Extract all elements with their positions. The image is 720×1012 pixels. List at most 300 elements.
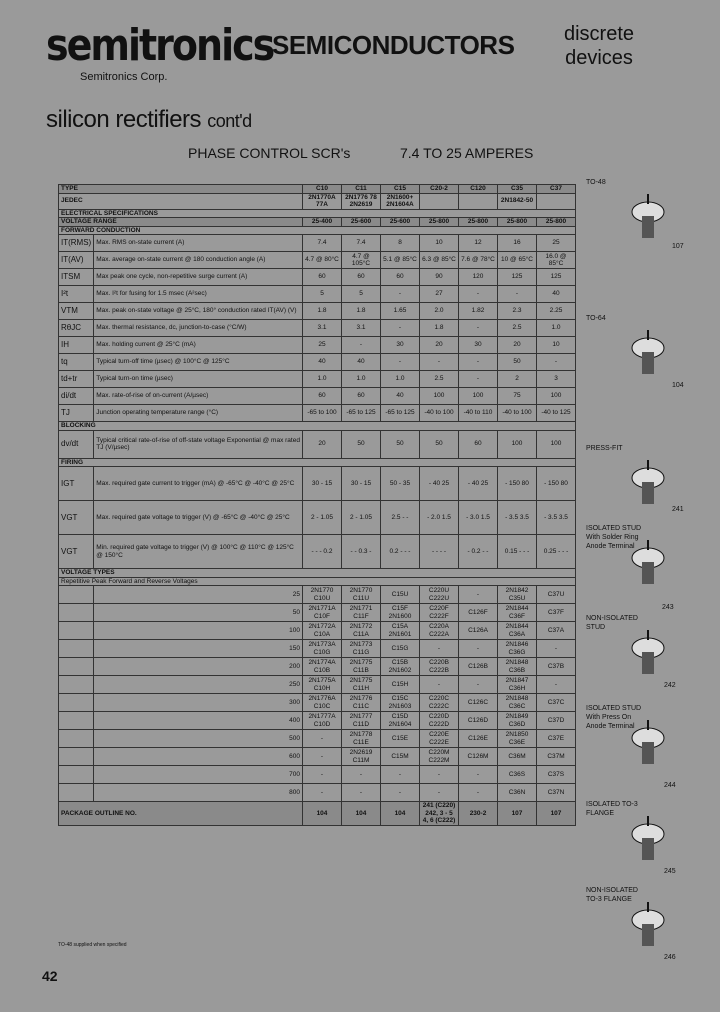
value-cell: 16 [498, 235, 537, 252]
voltage-row [59, 694, 576, 712]
part-cell: - [303, 784, 342, 802]
value-cell: - [459, 320, 498, 337]
symbol [59, 622, 94, 640]
value-cell: - [381, 354, 420, 371]
value-cell: 12 [459, 235, 498, 252]
value-cell: 0.15 - - - [498, 535, 537, 569]
vrange-row [59, 218, 576, 227]
package-number: 245 [664, 868, 676, 875]
symbol [59, 730, 94, 748]
spec-row [59, 303, 576, 320]
symbol: IT(RMS) [59, 235, 94, 252]
value-cell: 1.0 [342, 371, 381, 388]
value-cell: 40 [342, 354, 381, 371]
voltage: 150 [94, 640, 303, 658]
part-cell: C126C [459, 694, 498, 712]
value-cell: 27 [420, 286, 459, 303]
part-cell: C220F C222F [420, 604, 459, 622]
value-cell: - - - 0.2 [303, 535, 342, 569]
page-title [46, 106, 252, 134]
value-cell: 1.8 [420, 320, 459, 337]
part-cell: C220D C222D [420, 712, 459, 730]
value-cell: 125 [537, 269, 576, 286]
part-cell: C220A C222A [420, 622, 459, 640]
value-cell: -40 to 100 [420, 405, 459, 422]
symbol: tq [59, 354, 94, 371]
symbol [59, 766, 94, 784]
section-heading: VOLTAGE TYPES [59, 569, 576, 578]
part-cell: - [303, 766, 342, 784]
title-contd: cont'd [207, 111, 252, 131]
symbol: RθJC [59, 320, 94, 337]
part-cell: C220M C222M [420, 748, 459, 766]
package-label: PRESS-FIT [586, 445, 623, 452]
value-cell: - [537, 354, 576, 371]
part-cell: C15U [381, 586, 420, 604]
value-cell: - - 0.3 - [342, 535, 381, 569]
package-label: TO-64 [586, 315, 606, 322]
description: Typical turn-off time (µsec) @ 100°C @ 125°C [94, 354, 303, 371]
value-cell: 3 [537, 371, 576, 388]
voltage-row [59, 784, 576, 802]
part-cell: 2N1849 C36D [498, 712, 537, 730]
value-cell: 125 [498, 269, 537, 286]
description: Min. required gate voltage to trigger (V) @ 100°C @ 110°C @ 125°C @ 150°C [94, 535, 303, 569]
voltage-row [59, 640, 576, 658]
package-number: 243 [662, 604, 674, 611]
section-row [59, 577, 576, 586]
value-cell: 50 [420, 430, 459, 458]
symbol: VGT [59, 501, 94, 535]
footnote: TO-48 supplied when specified [58, 942, 127, 948]
section-row [59, 422, 576, 431]
value-cell: - - - - [420, 535, 459, 569]
part-cell: - [420, 784, 459, 802]
voltage: 250 [94, 676, 303, 694]
spec-row [59, 501, 576, 535]
part-cell: C36M [498, 748, 537, 766]
part-cell: 2N1848 C36B [498, 658, 537, 676]
voltage-row [59, 730, 576, 748]
value-cell: 40 [303, 354, 342, 371]
part-cell: - [459, 784, 498, 802]
type-cell: C37 [537, 185, 576, 194]
value-cell: 25 [303, 337, 342, 354]
part-cell: C126A [459, 622, 498, 640]
value-cell: 30 [459, 337, 498, 354]
section-row [59, 226, 576, 235]
part-cell: 2N1847 C36H [498, 676, 537, 694]
value-cell: 20 [498, 337, 537, 354]
outline-cell: 104 [342, 802, 381, 826]
part-cell: C126M [459, 748, 498, 766]
outline-cell: 107 [498, 802, 537, 826]
voltage: 800 [94, 784, 303, 802]
symbol: VGT [59, 535, 94, 569]
value-cell: - 3.5 3.5 [498, 501, 537, 535]
package-drawing-icon [618, 900, 678, 961]
symbol [59, 712, 94, 730]
section-heading: ELECTRICAL SPECIFICATIONS [59, 209, 576, 218]
description: Max peak one cycle, non-repetitive surge current (A) [94, 269, 303, 286]
part-cell: 2N1773 C11G [342, 640, 381, 658]
vrange-cell: 25-600 [342, 218, 381, 227]
symbol [59, 586, 94, 604]
part-cell: 2N1773A C10G [303, 640, 342, 658]
value-cell: 40 [537, 286, 576, 303]
description: Max. holding current @ 25°C (mA) [94, 337, 303, 354]
value-cell: 3.1 [303, 320, 342, 337]
part-cell: 2N1771A C10F [303, 604, 342, 622]
value-cell: 2.3 [498, 303, 537, 320]
value-cell: 2.25 [537, 303, 576, 320]
type-row [59, 185, 576, 194]
part-cell: C15M [381, 748, 420, 766]
subtitle-right: 7.4 TO 25 AMPERES [400, 145, 534, 161]
voltage: 400 [94, 712, 303, 730]
value-cell: 2 - 1.05 [303, 501, 342, 535]
value-cell: 10 [537, 337, 576, 354]
part-cell: 2N1775A C10H [303, 676, 342, 694]
jedec-cell [537, 193, 576, 209]
value-cell: 1.8 [303, 303, 342, 320]
part-cell: C15F 2N1600 [381, 604, 420, 622]
value-cell: - 40 25 [420, 467, 459, 501]
part-cell: - [420, 676, 459, 694]
brand-logo: semitronics [46, 19, 274, 71]
jedec-row [59, 193, 576, 209]
part-cell: - [342, 766, 381, 784]
part-cell: C37N [537, 784, 576, 802]
part-cell: - [420, 766, 459, 784]
part-cell: 2N1777 C11D [342, 712, 381, 730]
value-cell: 1.0 [303, 371, 342, 388]
value-cell: 60 [342, 269, 381, 286]
description: Max. thermal resistance, dc, junction-to-case (°C/W) [94, 320, 303, 337]
discrete-devices: discrete devices [563, 23, 635, 69]
description: Junction operating temperature range (°C) [94, 405, 303, 422]
value-cell: -40 to 100 [498, 405, 537, 422]
type-cell: C15 [381, 185, 420, 194]
part-cell: C37A [537, 622, 576, 640]
value-cell: -65 to 125 [381, 405, 420, 422]
value-cell: - 3.5 3.5 [537, 501, 576, 535]
description: Max. RMS on-state current (A) [94, 235, 303, 252]
voltage: 100 [94, 622, 303, 640]
semiconductors-heading: SEMICONDUCTORS [272, 30, 515, 60]
value-cell: 2.5 [420, 371, 459, 388]
value-cell: - [342, 337, 381, 354]
page-number: 42 [42, 968, 58, 984]
part-cell: C220B C222B [420, 658, 459, 676]
part-cell: 2N1777A C10D [303, 712, 342, 730]
symbol: dv/dt [59, 430, 94, 458]
part-cell: C126E [459, 730, 498, 748]
value-cell: 0.2 - - - [381, 535, 420, 569]
value-cell: 100 [459, 388, 498, 405]
value-cell: 1.65 [381, 303, 420, 320]
package-label: ISOLATED TO-3 FLANGE [586, 801, 638, 817]
section-heading: FIRING [59, 458, 576, 467]
voltage-row [59, 676, 576, 694]
value-cell: 50 [342, 430, 381, 458]
outline-cell: 107 [537, 802, 576, 826]
voltage-row [59, 586, 576, 604]
part-cell: - [420, 640, 459, 658]
part-cell: C126B [459, 658, 498, 676]
part-cell: C37U [537, 586, 576, 604]
value-cell: 16.0 @ 85°C [537, 252, 576, 269]
value-cell: 50 [381, 430, 420, 458]
value-cell: 0.25 - - - [537, 535, 576, 569]
value-cell: - [381, 286, 420, 303]
package-drawing-icon [618, 628, 678, 689]
vrange-label: VOLTAGE RANGE [59, 218, 303, 227]
description: Typical critical rate-of-rise of off-state voltage Exponential @ max rated TJ (V/µsec) [94, 430, 303, 458]
description: Max. required gate voltage to trigger (V) @ -65°C @ -40°C @ 25°C [94, 501, 303, 535]
part-cell: - [537, 640, 576, 658]
value-cell: 100 [537, 430, 576, 458]
voltage-row [59, 604, 576, 622]
package-number: 242 [664, 682, 676, 689]
value-cell: - [459, 354, 498, 371]
part-cell: - [537, 676, 576, 694]
spec-row [59, 430, 576, 458]
value-cell: 30 - 15 [303, 467, 342, 501]
spec-row [59, 320, 576, 337]
value-cell: 2.0 [420, 303, 459, 320]
value-cell: 8 [381, 235, 420, 252]
voltage-row [59, 658, 576, 676]
value-cell: - 150 80 [537, 467, 576, 501]
value-cell: 4.7 @ 105°C [342, 252, 381, 269]
part-cell: - [342, 784, 381, 802]
symbol: TJ [59, 405, 94, 422]
symbol: ITSM [59, 269, 94, 286]
outline-cell: 230-2 [459, 802, 498, 826]
value-cell: 25 [537, 235, 576, 252]
package-label: TO-48 [586, 179, 606, 186]
symbol [59, 640, 94, 658]
symbol: IT(AV) [59, 252, 94, 269]
value-cell: - 0.2 - - [459, 535, 498, 569]
outline-label: PACKAGE OUTLINE NO. [59, 802, 303, 826]
value-cell: 20 [420, 337, 459, 354]
value-cell: 7.4 [303, 235, 342, 252]
section-heading: BLOCKING [59, 422, 576, 431]
symbol: VTM [59, 303, 94, 320]
package-drawing-icon [618, 458, 678, 519]
corp-name: Semitronics Corp. [80, 71, 168, 83]
part-cell: 2N1842 C35U [498, 586, 537, 604]
value-cell: 60 [303, 388, 342, 405]
package-number: 104 [672, 382, 684, 389]
part-cell: 2N1846 C36G [498, 640, 537, 658]
value-cell: 2 [498, 371, 537, 388]
value-cell: 10 @ 65°C [498, 252, 537, 269]
subheading: Repetitive Peak Forward and Reverse Voltages [59, 577, 576, 586]
package-drawing-icon [618, 814, 678, 875]
value-cell: 30 - 15 [342, 467, 381, 501]
vrange-cell: 25-800 [498, 218, 537, 227]
value-cell: 60 [303, 269, 342, 286]
voltage-row [59, 622, 576, 640]
outline-cell: 241 (C220) 242, 3 - 5 4, 6 (C222) [420, 802, 459, 826]
part-cell: - [459, 586, 498, 604]
value-cell: 5 [303, 286, 342, 303]
part-cell: 2N1774A C10B [303, 658, 342, 676]
value-cell: - [459, 286, 498, 303]
value-cell: 10 [420, 235, 459, 252]
part-cell: 2N1772 C11A [342, 622, 381, 640]
package-number: 107 [672, 243, 684, 250]
value-cell: 100 [537, 388, 576, 405]
part-cell: 2N2619 C11M [342, 748, 381, 766]
value-cell: 1.82 [459, 303, 498, 320]
part-cell: - [381, 784, 420, 802]
value-cell: -40 to 125 [537, 405, 576, 422]
vrange-cell: 25-800 [537, 218, 576, 227]
value-cell: 3.1 [342, 320, 381, 337]
value-cell: - [420, 354, 459, 371]
part-cell: C37M [537, 748, 576, 766]
vrange-cell: 25-600 [381, 218, 420, 227]
part-cell: C15G [381, 640, 420, 658]
value-cell: 5.1 @ 85°C [381, 252, 420, 269]
value-cell: 1.8 [342, 303, 381, 320]
value-cell: 1.0 [381, 371, 420, 388]
jedec-cell [459, 193, 498, 209]
part-cell: C37S [537, 766, 576, 784]
package-drawing-icon [618, 538, 678, 599]
value-cell: - [498, 286, 537, 303]
description: Max. I²t for fusing for 1.5 msec (A²sec) [94, 286, 303, 303]
outline-row [59, 802, 576, 826]
section-row [59, 209, 576, 218]
part-cell: 2N1776A C10C [303, 694, 342, 712]
spec-row [59, 269, 576, 286]
part-cell: 2N1770 C11U [342, 586, 381, 604]
value-cell: -65 to 100 [303, 405, 342, 422]
value-cell: 30 [381, 337, 420, 354]
spec-row [59, 388, 576, 405]
part-cell: 2N1850 C36E [498, 730, 537, 748]
part-cell: C15D 2N1604 [381, 712, 420, 730]
value-cell: 60 [381, 269, 420, 286]
part-cell: C15A 2N1601 [381, 622, 420, 640]
value-cell: 50 [498, 354, 537, 371]
subtitle-left: PHASE CONTROL SCR's [188, 145, 351, 161]
voltage: 500 [94, 730, 303, 748]
symbol [59, 658, 94, 676]
voltage-row [59, 712, 576, 730]
symbol [59, 748, 94, 766]
description: Typical turn-on time (µsec) [94, 371, 303, 388]
part-cell: C15B 2N1602 [381, 658, 420, 676]
spec-row [59, 252, 576, 269]
value-cell: 60 [459, 430, 498, 458]
jedec-cell: 2N1600+ 2N1604A [381, 193, 420, 209]
description: Max. required gate current to trigger (mA) @ -65°C @ -40°C @ 25°C [94, 467, 303, 501]
voltage-row [59, 748, 576, 766]
part-cell: 2N1775 C11B [342, 658, 381, 676]
package-drawing-icon [618, 192, 678, 253]
part-cell: 2N1848 C36C [498, 694, 537, 712]
type-cell: C10 [303, 185, 342, 194]
part-cell: C15E [381, 730, 420, 748]
part-cell: C37E [537, 730, 576, 748]
type-cell: C120 [459, 185, 498, 194]
part-cell: C15H [381, 676, 420, 694]
voltage: 25 [94, 586, 303, 604]
voltage: 600 [94, 748, 303, 766]
value-cell: 2.5 - - [381, 501, 420, 535]
jedec-cell [420, 193, 459, 209]
title-main: silicon rectifiers [46, 106, 202, 133]
package-label: NON-ISOLATED TO-3 FLANGE [586, 887, 638, 903]
part-cell: 2N1775 C11H [342, 676, 381, 694]
spec-row [59, 354, 576, 371]
type-cell: C20-2 [420, 185, 459, 194]
description: Max. average on-state current @ 180 conduction angle (A) [94, 252, 303, 269]
part-cell: - [459, 640, 498, 658]
package-drawing-icon [618, 328, 678, 389]
symbol: td+tr [59, 371, 94, 388]
voltage: 50 [94, 604, 303, 622]
value-cell: 5 [342, 286, 381, 303]
part-cell: C36S [498, 766, 537, 784]
outline-cell: 104 [381, 802, 420, 826]
value-cell: 20 [303, 430, 342, 458]
vrange-cell: 25-800 [420, 218, 459, 227]
part-cell: C36N [498, 784, 537, 802]
part-cell: 2N1844 C36A [498, 622, 537, 640]
symbol: di/dt [59, 388, 94, 405]
part-cell: 2N1776 C11C [342, 694, 381, 712]
jedec-cell: 2N1776 78 2N2619 [342, 193, 381, 209]
symbol [59, 604, 94, 622]
jedec-label: JEDEC [59, 193, 303, 209]
package-label: NON-ISOLATED STUD [586, 615, 638, 631]
spec-row [59, 467, 576, 501]
type-cell: C11 [342, 185, 381, 194]
description: Max. rate-of-rise of on-current (A/µsec) [94, 388, 303, 405]
package-drawing-icon [618, 718, 678, 779]
voltage: 700 [94, 766, 303, 784]
value-cell: 2.5 [498, 320, 537, 337]
value-cell: 100 [420, 388, 459, 405]
value-cell: 50 - 35 [381, 467, 420, 501]
symbol [59, 784, 94, 802]
package-label: ISOLATED STUD With Solder Ring Anode Terminal [586, 525, 642, 550]
symbol [59, 676, 94, 694]
spec-table [58, 184, 576, 826]
part-cell: C220C C222C [420, 694, 459, 712]
symbol: IGT [59, 467, 94, 501]
package-number: 241 [672, 506, 684, 513]
part-cell: - [459, 676, 498, 694]
part-cell: 2N1771 C11F [342, 604, 381, 622]
spec-row [59, 235, 576, 252]
spec-row [59, 337, 576, 354]
value-cell: - [381, 320, 420, 337]
type-label: TYPE [59, 185, 303, 194]
jedec-cell: 2N1842-50 [498, 193, 537, 209]
voltage-row [59, 766, 576, 784]
spec-row [59, 371, 576, 388]
part-cell: C220E C222E [420, 730, 459, 748]
voltage: 300 [94, 694, 303, 712]
